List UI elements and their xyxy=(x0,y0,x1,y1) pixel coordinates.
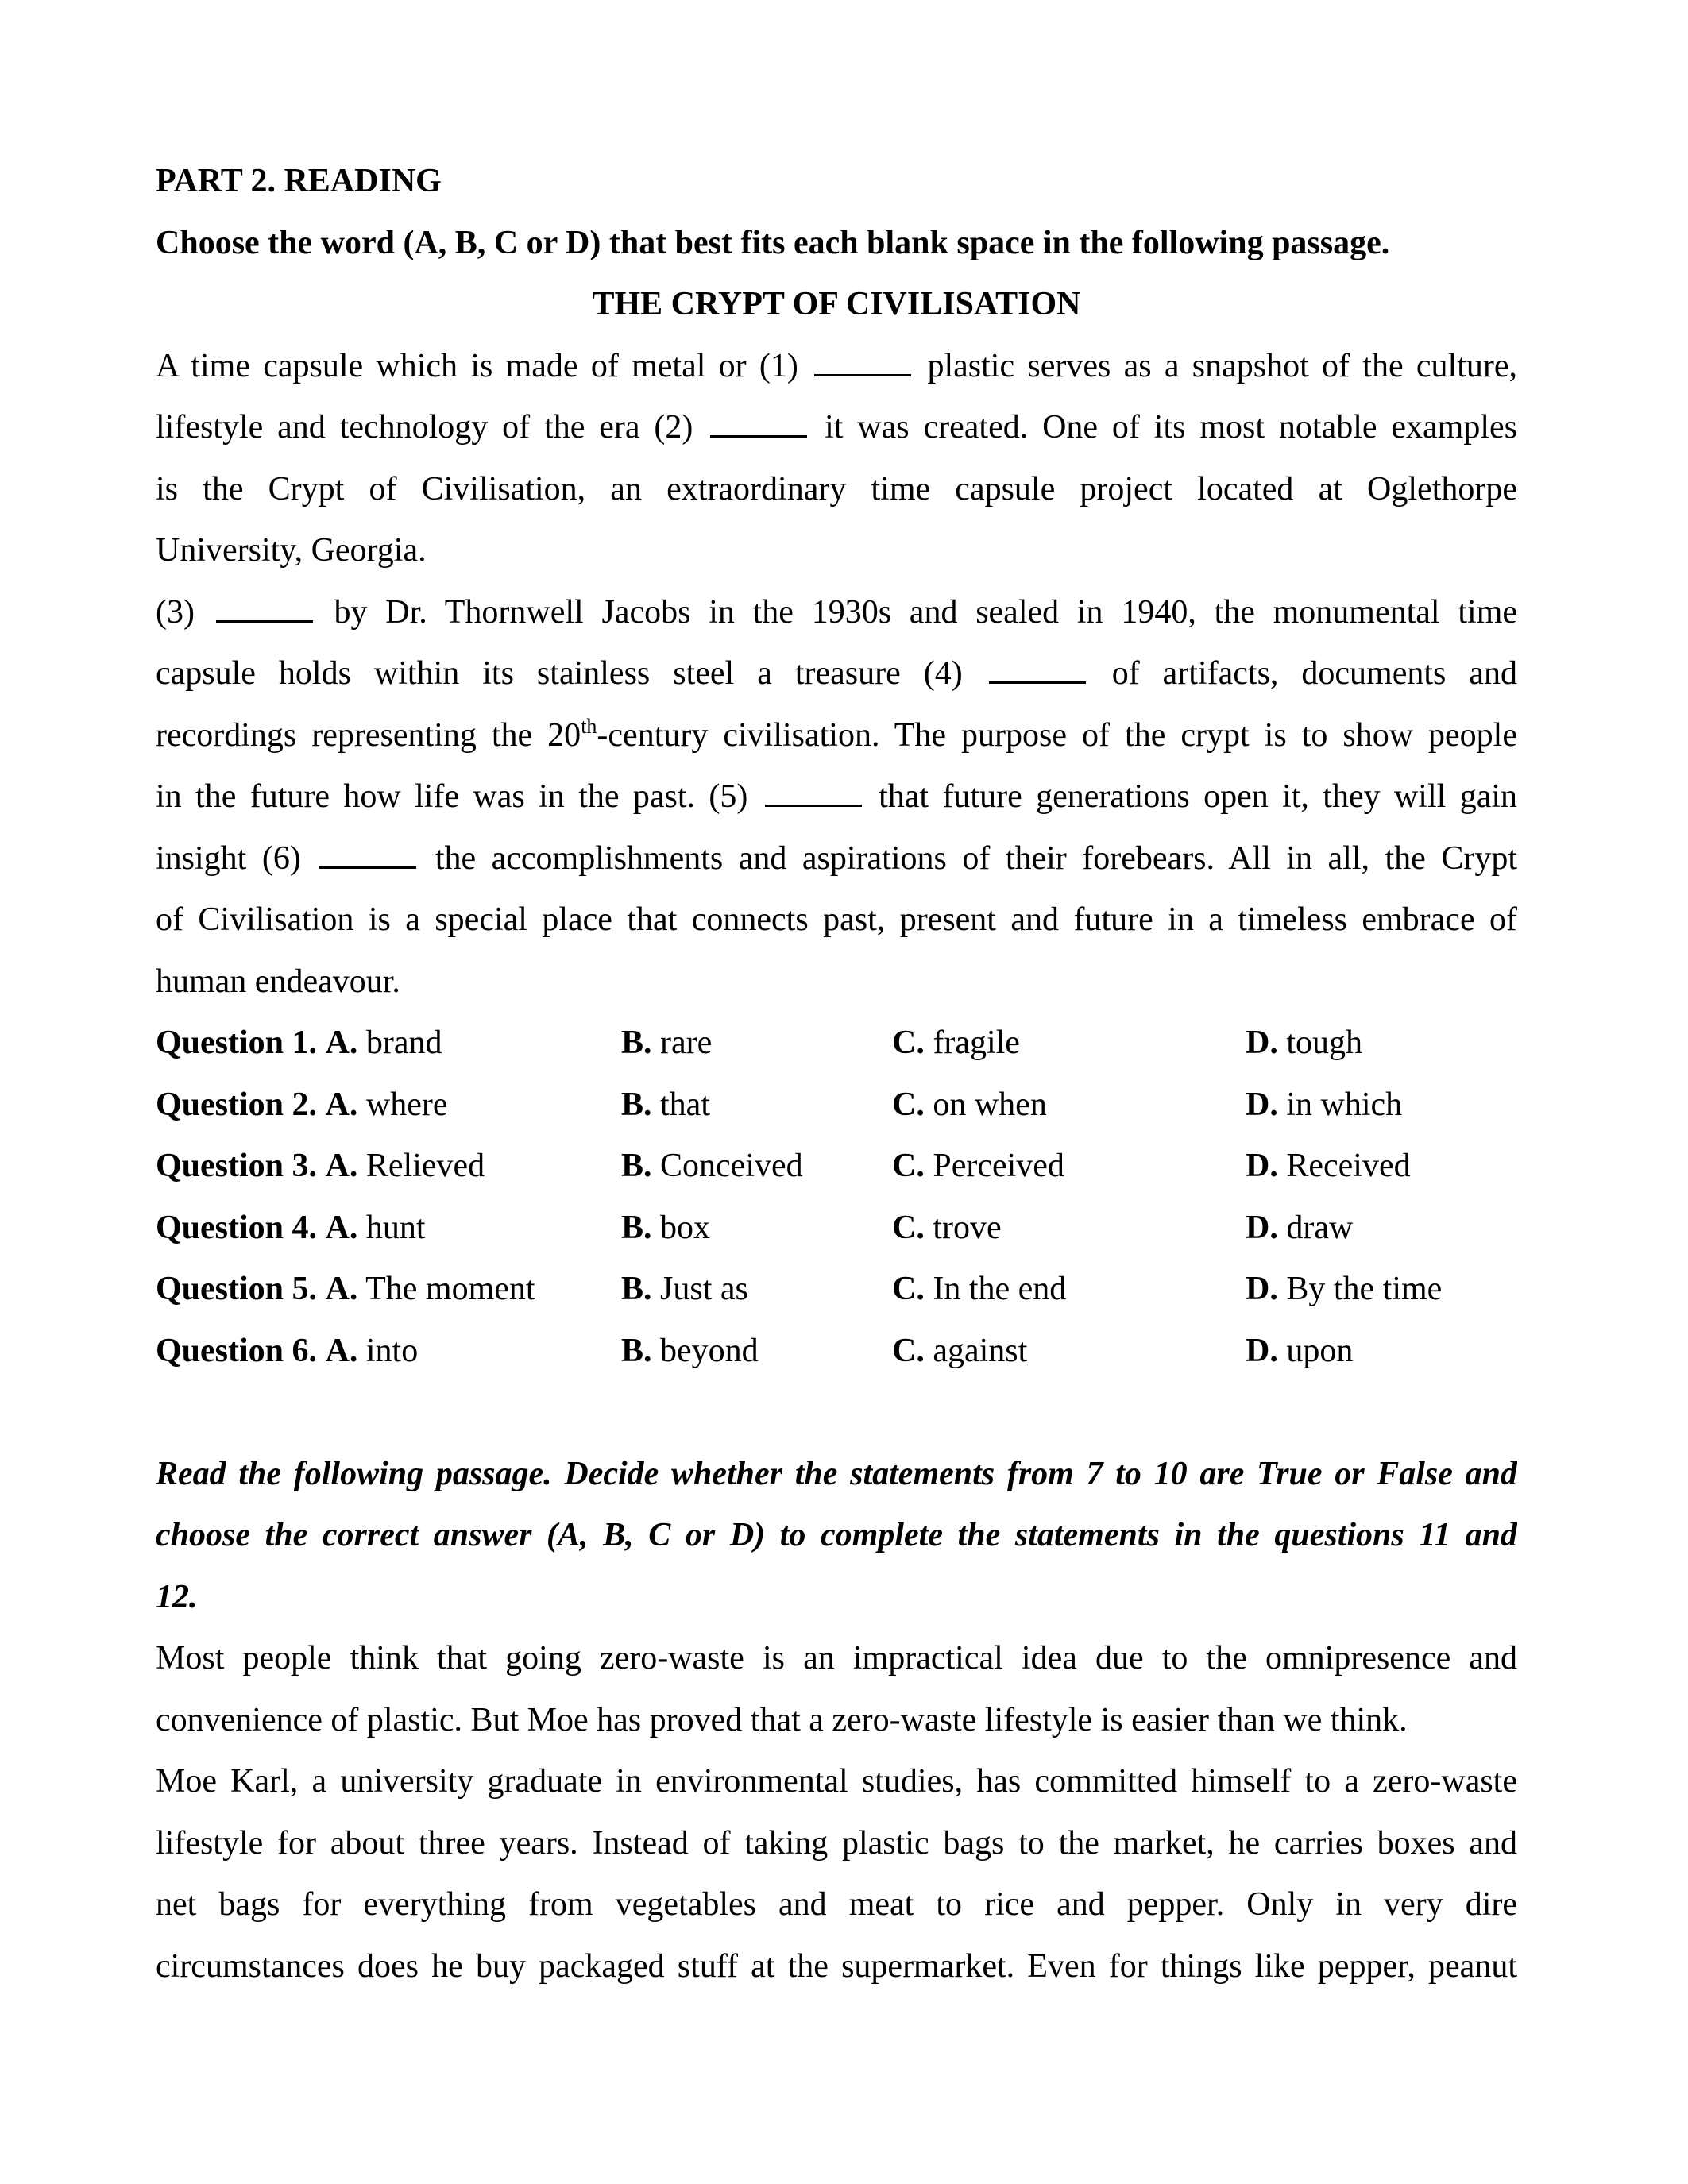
passage-line: Most people think that going zero-waste is an impractical idea due to the omnipresence and xyxy=(156,1640,1517,1677)
option-letter: B. xyxy=(621,1271,652,1307)
option-b xyxy=(621,1075,710,1136)
question-5 xyxy=(156,1259,1517,1321)
option-text: Relieved xyxy=(365,1148,485,1184)
blank-6 xyxy=(319,839,416,869)
text-span: the accomplishments and aspirations of their forebears. All in all, the Crypt xyxy=(435,839,1517,877)
option-letter: D. xyxy=(1246,1086,1278,1123)
question-label: Question 3. xyxy=(156,1148,318,1184)
option-text: trove xyxy=(933,1209,1002,1246)
option-b xyxy=(621,1013,712,1075)
option-letter: C. xyxy=(892,1271,925,1307)
option-text: draw xyxy=(1286,1209,1354,1246)
option-c xyxy=(892,1321,1027,1383)
option-text: tough xyxy=(1286,1024,1363,1061)
text-span: (3) xyxy=(156,593,195,631)
option-text: against xyxy=(933,1332,1028,1369)
option-d xyxy=(1246,1198,1353,1260)
passage-title: THE CRYPT OF CIVILISATION xyxy=(592,286,1081,322)
passage-line: lifestyle for about three years. Instead of taking plastic bags to the market, he carries boxes and xyxy=(156,1824,1517,1862)
option-a xyxy=(156,1136,485,1198)
passage-line xyxy=(156,336,1517,398)
option-text: in which xyxy=(1286,1086,1403,1123)
blank-1 xyxy=(814,347,911,376)
option-letter: A. xyxy=(325,1148,358,1184)
question-4 xyxy=(156,1198,1517,1260)
option-a xyxy=(156,1075,447,1136)
instruction-line: Read the following passage. Decide whether the statements from 7 to 10 are True or False and xyxy=(156,1455,1517,1492)
text-span: by Dr. Thornwell Jacobs in the 1930s and sealed in 1940, the monumental time xyxy=(334,593,1517,631)
option-a xyxy=(156,1321,418,1383)
option-d xyxy=(1246,1013,1362,1075)
option-text: on when xyxy=(933,1086,1047,1123)
passage-line xyxy=(156,766,1517,828)
option-letter: B. xyxy=(621,1024,652,1061)
option-letter: D. xyxy=(1246,1271,1278,1307)
blank-2 xyxy=(710,408,807,438)
option-letter: C. xyxy=(892,1086,925,1123)
part-title: PART 2. READING xyxy=(156,163,442,199)
question-label: Question 1. xyxy=(156,1024,318,1061)
blank-3 xyxy=(216,593,313,623)
option-c xyxy=(892,1136,1064,1198)
passage-line xyxy=(156,582,1517,644)
question-list xyxy=(156,1013,1517,1382)
option-text: Conceived xyxy=(660,1148,803,1184)
option-b xyxy=(621,1259,748,1321)
instruction-true-false xyxy=(156,1444,1517,1629)
option-c xyxy=(892,1013,1020,1075)
passage-line xyxy=(156,397,1517,459)
text-span: -century civilisation. The purpose of the crypt is to show people xyxy=(597,716,1517,754)
question-3 xyxy=(156,1136,1517,1198)
option-letter: B. xyxy=(621,1148,652,1184)
text-span: recordings representing the 20 xyxy=(156,716,581,754)
question-2 xyxy=(156,1075,1517,1136)
passage-line xyxy=(156,643,1517,705)
option-letter: D. xyxy=(1246,1148,1278,1184)
option-letter: B. xyxy=(621,1332,652,1369)
question-6 xyxy=(156,1321,1517,1383)
passage-line: net bags for everything from vegetables and meat to rice and pepper. Only in very dire xyxy=(156,1886,1517,1923)
option-text: upon xyxy=(1286,1332,1354,1369)
instruction-cloze: Choose the word (A, B, C or D) that best fits each blank space in the following passage. xyxy=(156,224,1390,261)
option-c xyxy=(892,1259,1066,1321)
text-span: A time capsule which is made of metal or (1) xyxy=(156,347,798,384)
passage-line: University, Georgia. xyxy=(156,532,427,569)
option-text: By the time xyxy=(1286,1271,1443,1307)
option-letter: D. xyxy=(1246,1209,1278,1246)
text-span: in the future how life was in the past. (5) xyxy=(156,778,748,815)
option-d xyxy=(1246,1075,1402,1136)
question-label: Question 4. xyxy=(156,1209,318,1246)
option-d xyxy=(1246,1259,1442,1321)
option-text: that xyxy=(660,1086,710,1123)
passage-line: convenience of plastic. But Moe has proved that a zero-waste lifestyle is easier than we think. xyxy=(156,1701,1408,1738)
spacer xyxy=(156,1382,1517,1444)
passage-line: of Civilisation is a special place that connects past, present and future in a timeless embrace of xyxy=(156,901,1517,938)
text-span: that future generations open it, they will gain xyxy=(879,778,1517,815)
option-text: into xyxy=(365,1332,419,1369)
option-letter: B. xyxy=(621,1209,652,1246)
option-b xyxy=(621,1198,710,1260)
option-a xyxy=(156,1198,426,1260)
option-c xyxy=(892,1075,1047,1136)
option-letter: A. xyxy=(325,1332,358,1369)
option-text: box xyxy=(660,1209,711,1246)
question-label: Question 5. xyxy=(156,1271,318,1307)
option-letter: C. xyxy=(892,1148,925,1184)
option-d xyxy=(1246,1321,1353,1383)
option-letter: C. xyxy=(892,1024,925,1061)
option-text: brand xyxy=(365,1024,442,1061)
option-letter: A. xyxy=(325,1024,358,1061)
option-text: hunt xyxy=(365,1209,426,1246)
text-span: of artifacts, documents and xyxy=(1111,655,1517,692)
option-letter: C. xyxy=(892,1209,925,1246)
option-text: rare xyxy=(660,1024,713,1061)
option-text: beyond xyxy=(660,1332,759,1369)
option-d xyxy=(1246,1136,1411,1198)
passage-line: is the Crypt of Civilisation, an extraordinary time capsule project located at Oglethorpe xyxy=(156,470,1517,507)
superscript: th xyxy=(581,714,597,738)
option-letter: A. xyxy=(325,1271,358,1307)
option-letter: B. xyxy=(621,1086,652,1123)
option-letter: D. xyxy=(1246,1024,1278,1061)
document-page xyxy=(156,151,1517,1997)
option-b xyxy=(621,1321,759,1383)
passage-line: circumstances does he buy packaged stuff at the supermarket. Even for things like pepper, peanut xyxy=(156,1947,1517,1985)
option-text: The moment xyxy=(365,1271,535,1307)
passage-line xyxy=(156,705,1517,767)
passage-line xyxy=(156,828,1517,890)
question-1 xyxy=(156,1013,1517,1075)
option-text: fragile xyxy=(933,1024,1020,1061)
option-letter: D. xyxy=(1246,1332,1278,1369)
option-b xyxy=(621,1136,803,1198)
text-span: plastic serves as a snapshot of the culture, xyxy=(927,347,1517,384)
option-text: Received xyxy=(1286,1148,1411,1184)
blank-5 xyxy=(765,778,862,807)
passage-line: human endeavour. xyxy=(156,963,400,1000)
instruction-line: choose the correct answer (A, B, C or D) to complete the statements in the questions 11 and xyxy=(156,1517,1517,1553)
text-span: capsule holds within its stainless steel a treasure (4) xyxy=(156,655,963,692)
option-a xyxy=(156,1013,442,1075)
text-span: it was created. One of its most notable examples xyxy=(825,409,1517,446)
option-text: Just as xyxy=(660,1271,748,1307)
option-c xyxy=(892,1198,1002,1260)
option-text: Perceived xyxy=(933,1148,1064,1184)
option-text: In the end xyxy=(933,1271,1067,1307)
passage-crypt xyxy=(156,336,1517,1013)
text-span: lifestyle and technology of the era (2) xyxy=(156,409,693,446)
question-label: Question 6. xyxy=(156,1332,318,1369)
question-label: Question 2. xyxy=(156,1086,318,1123)
passage-line: Moe Karl, a university graduate in environmental studies, has committed himself to a zero-waste xyxy=(156,1763,1517,1800)
instruction-line: 12. xyxy=(156,1578,198,1615)
option-letter: A. xyxy=(325,1209,358,1246)
option-text: where xyxy=(365,1086,448,1123)
option-letter: A. xyxy=(325,1086,358,1123)
option-a xyxy=(156,1259,535,1321)
text-span: insight (6) xyxy=(156,839,301,877)
blank-4 xyxy=(989,654,1086,684)
passage-zero-waste xyxy=(156,1628,1517,1997)
option-letter: C. xyxy=(892,1332,925,1369)
